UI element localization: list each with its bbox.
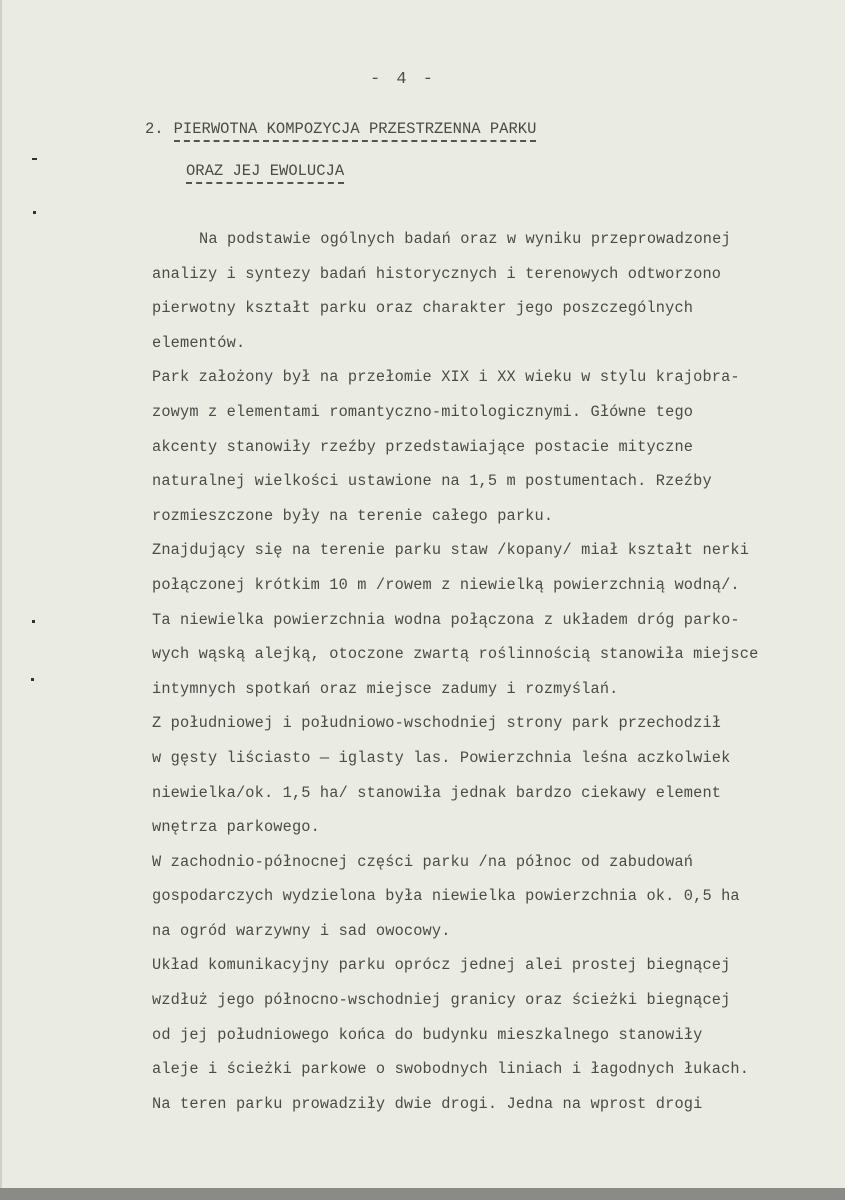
text-line: w gęsty liściasto — iglasty las. Powierzchnia leśna aczkolwiek <box>152 748 731 767</box>
text-line: Ta niewielka powierzchnia wodna połączona z układem dróg parko- <box>152 610 740 629</box>
text-line: rozmieszczone były na terenie całego parku. <box>152 506 554 525</box>
text-line: wnętrza parkowego. <box>152 818 320 837</box>
text-line: Na podstawie ogólnych badań oraz w wyniku przeprowadzonej <box>199 230 731 248</box>
text-line: Park założony był na przełomie XIX i XX wieku w stylu krajobra- <box>152 368 740 387</box>
text-line: analizy i syntezy badań historycznych i terenowych odtworzono <box>152 264 722 283</box>
binding-hole-mark <box>32 158 37 160</box>
text-line: naturalnej wielkości ustawione na 1,5 m postumentach. Rzeźby <box>152 472 712 491</box>
binding-hole-mark <box>33 211 36 214</box>
section-heading-line-2 <box>186 162 344 180</box>
binding-hole-mark <box>32 620 35 623</box>
text-line: niewielka/ok. 1,5 ha/ stanowiła jednak bardzo ciekawy element <box>152 783 722 802</box>
section-heading-line-1 <box>145 120 536 138</box>
text-line: od jej południowego końca do budynku mieszkalnego stanowiły <box>152 1025 703 1044</box>
text-line: elementów. <box>152 333 246 352</box>
page-number: - 4 - <box>370 70 437 89</box>
text-line: Na teren parku prowadziły dwie drogi. Jedna na wprost drogi <box>152 1094 703 1113</box>
text-line: Z południowej i południowo-wschodniej strony park przechodził <box>152 714 722 733</box>
text-line: Znajdujący się na terenie parku staw /kopany/ miał kształt nerki <box>152 541 750 560</box>
section-title-part-2: ORAZ JEJ EWOLUCJA <box>186 162 344 184</box>
text-line: połączonej krótkim 10 m /rowem z niewielką powierzchnią wodną/. <box>152 575 740 594</box>
text-line: akcenty stanowiły rzeźby przedstawiające postacie mityczne <box>152 437 694 456</box>
text-line: gospodarczych wydzielona była niewielka powierzchnia ok. 0,5 ha <box>152 887 740 906</box>
text-line: W zachodnio-północnej części parku /na północ od zabudowań <box>152 852 694 871</box>
text-line: intymnych spotkań oraz miejsce zadumy i rozmyślań. <box>152 679 619 698</box>
body-text <box>152 222 832 1121</box>
text-line: wych wąską alejką, otoczone zwartą roślinnością stanowiła miejsce <box>152 645 759 664</box>
text-line: zowym z elementami romantyczno-mitologicznymi. Główne tego <box>152 402 694 421</box>
section-number: 2. <box>145 120 164 138</box>
text-line: na ogród warzywny i sad owocowy. <box>152 921 451 940</box>
section-title-part-1: PIERWOTNA KOMPOZYCJA PRZESTRZENNA PARKU <box>174 120 537 142</box>
text-line: Układ komunikacyjny parku oprócz jednej alei prostej biegnącej <box>152 956 731 975</box>
text-line: wzdłuż jego północno-wschodniej granicy oraz ścieżki biegnącej <box>152 991 731 1010</box>
binding-hole-mark <box>31 678 34 681</box>
scan-bottom-edge <box>0 1188 845 1200</box>
text-line: pierwotny kształt parku oraz charakter jego poszczególnych <box>152 299 694 318</box>
text-line: aleje i ścieżki parkowe o swobodnych liniach i łagodnych łukach. <box>152 1060 750 1079</box>
page-edge-shadow <box>0 0 2 1188</box>
